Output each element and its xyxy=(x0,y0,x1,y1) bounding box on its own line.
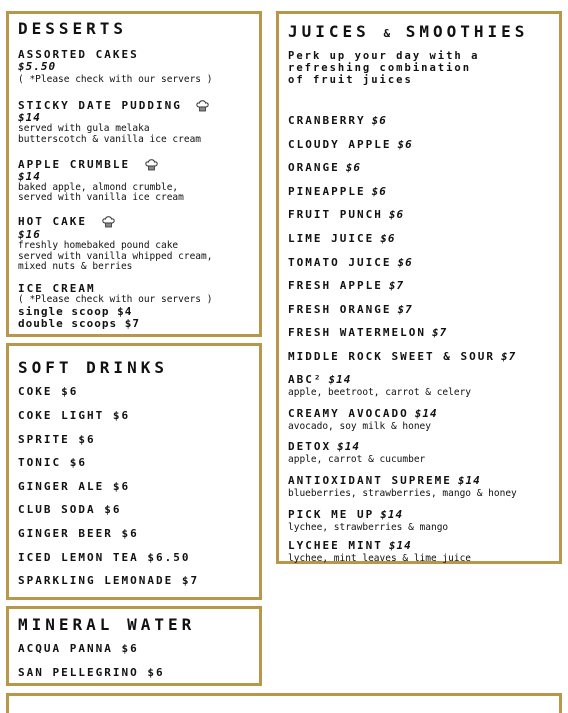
juice-item xyxy=(288,133,413,152)
desserts-title: DESSERTS xyxy=(18,19,128,38)
soft-drink-item: COKE LIGHT $6 xyxy=(18,409,131,422)
juice-price: $7 xyxy=(431,326,448,339)
juice-name: LIME JUICE xyxy=(288,232,375,245)
juice-price: $6 xyxy=(345,161,361,174)
hot-cake-desc-3: mixed nuts & berries xyxy=(18,261,133,272)
juice-item xyxy=(288,156,361,175)
smoothie-desc: blueberries, strawberries, mango & honey xyxy=(288,488,517,499)
soft-drink-item: GINGER BEER $6 xyxy=(18,527,139,540)
sticky-date-pudding-desc-1: served with gula melaka xyxy=(18,123,150,134)
smoothie-desc: lychee, strawberries & mango xyxy=(288,522,449,533)
smoothie-name: ABC² xyxy=(288,373,323,386)
smoothie-name: LYCHEE MINT xyxy=(288,539,383,552)
soft-drink-item: ICED LEMON TEA $6.50 xyxy=(18,551,191,564)
smoothie-price: $14 xyxy=(457,474,481,487)
hot-cake-name xyxy=(18,215,115,228)
ice-cream-single: single scoop $4 xyxy=(18,305,133,318)
apple-crumble-price: $14 xyxy=(18,170,41,183)
juice-name: CRANBERRY xyxy=(288,114,366,127)
juices-intro-3: of fruit juices xyxy=(288,74,413,86)
juice-item xyxy=(288,203,404,222)
chef-hat-icon xyxy=(196,100,209,112)
juice-name: FRESH APPLE xyxy=(288,279,383,292)
juice-name: FRESH WATERMELON xyxy=(288,326,426,339)
desserts-panel xyxy=(6,11,262,337)
juice-price: $6 xyxy=(371,114,387,127)
smoothie-price: $14 xyxy=(328,373,352,386)
juices-intro-1: Perk up your day with a xyxy=(288,50,480,62)
juice-price: $6 xyxy=(397,256,413,269)
juice-price: $6 xyxy=(371,185,387,198)
bottom-panel xyxy=(6,693,562,713)
smoothie-item xyxy=(288,435,425,465)
juice-item xyxy=(288,180,387,199)
juices-title-amp: & xyxy=(383,27,393,40)
hot-cake-label: HOT CAKE xyxy=(18,215,87,228)
smoothie-item xyxy=(288,534,471,564)
smoothie-price: $14 xyxy=(388,539,412,552)
juices-title-b: SMOOTHIES xyxy=(405,22,529,41)
juice-price: $7 xyxy=(397,303,413,316)
juice-item xyxy=(288,298,413,317)
juice-item xyxy=(288,274,404,293)
juice-name: TOMATO JUICE xyxy=(288,256,392,269)
sticky-date-pudding-label: STICKY DATE PUDDING xyxy=(18,99,182,112)
smoothie-desc: lychee, mint leaves & lime juice xyxy=(288,553,472,564)
juices-title-a: JUICES xyxy=(288,22,370,41)
soft-drink-item: GINGER ALE $6 xyxy=(18,480,131,493)
soft-drink-item: SPRITE $6 xyxy=(18,433,96,446)
smoothie-price: $14 xyxy=(337,440,360,453)
chef-hat-icon xyxy=(102,216,115,228)
juice-price: $6 xyxy=(380,232,396,245)
sticky-date-pudding-desc-2: butterscotch & vanilla ice cream xyxy=(18,134,202,145)
soft-drink-item: COKE $6 xyxy=(18,385,79,398)
juices-smoothies-panel xyxy=(276,11,562,564)
juice-item xyxy=(288,109,387,128)
juice-name: PINEAPPLE xyxy=(288,185,366,198)
juice-item xyxy=(288,345,516,364)
ice-cream-double: double scoops $7 xyxy=(18,317,140,330)
smoothie-name: PICK ME UP xyxy=(288,508,375,521)
juice-name: FRESH ORANGE xyxy=(288,303,392,316)
sticky-date-pudding-price: $14 xyxy=(18,111,41,124)
mineral-water-panel xyxy=(6,606,262,686)
smoothie-name: DETOX xyxy=(288,440,332,453)
smoothie-item xyxy=(288,503,448,533)
soft-drink-item: TONIC $6 xyxy=(18,456,87,469)
smoothie-desc: avocado, soy milk & honey xyxy=(288,421,431,432)
smoothie-item xyxy=(288,402,438,432)
apple-crumble-label: APPLE CRUMBLE xyxy=(18,158,131,171)
ice-cream-name: ICE CREAM xyxy=(18,282,96,295)
juice-name: FRUIT PUNCH xyxy=(288,208,383,221)
mineral-water-item: SAN PELLEGRINO $6 xyxy=(18,666,165,679)
smoothie-name: CREAMY AVOCADO xyxy=(288,407,409,420)
juice-price: $6 xyxy=(397,138,413,151)
smoothie-price: $14 xyxy=(414,407,438,420)
smoothie-name: ANTIOXIDANT SUPREME xyxy=(288,474,452,487)
juice-name: ORANGE xyxy=(288,161,340,174)
soft-drink-item: SPARKLING LEMONADE $7 xyxy=(18,574,200,587)
soft-drink-item: CLUB SODA $6 xyxy=(18,503,122,516)
sticky-date-pudding-name xyxy=(18,99,209,112)
juice-item xyxy=(288,251,413,270)
hot-cake-desc-2: served with vanilla whipped cream, xyxy=(18,251,213,262)
assorted-cakes-note: ( *Please check with our servers ) xyxy=(18,74,213,85)
juice-price: $7 xyxy=(388,279,405,292)
juice-name: CLOUDY APPLE xyxy=(288,138,392,151)
juices-intro-2: refreshing combination xyxy=(288,62,472,74)
ice-cream-note: ( *Please check with our servers ) xyxy=(18,294,213,305)
apple-crumble-desc-1: baked apple, almond crumble, xyxy=(18,182,179,193)
smoothie-item xyxy=(288,368,471,398)
juice-price: $7 xyxy=(500,350,517,363)
hot-cake-price: $16 xyxy=(18,228,41,241)
mineral-water-title: MINERAL WATER xyxy=(18,615,196,634)
smoothie-item xyxy=(288,469,517,499)
hot-cake-desc-1: freshly homebaked pound cake xyxy=(18,240,179,251)
juice-name: MIDDLE ROCK SWEET & SOUR xyxy=(288,350,495,363)
soft-drinks-panel xyxy=(6,343,262,600)
mineral-water-item: ACQUA PANNA $6 xyxy=(18,642,139,655)
smoothie-desc: apple, beetroot, carrot & celery xyxy=(288,387,472,398)
smoothie-desc: apple, carrot & cucumber xyxy=(288,454,426,465)
soft-drinks-title: SOFT DRINKS xyxy=(18,358,168,377)
juice-price: $6 xyxy=(388,208,405,221)
smoothie-price: $14 xyxy=(380,508,404,521)
juice-item xyxy=(288,227,395,246)
juices-title xyxy=(288,22,528,41)
assorted-cakes-name: ASSORTED CAKES xyxy=(18,48,139,61)
juice-item xyxy=(288,321,447,340)
chef-hat-icon xyxy=(145,159,158,171)
assorted-cakes-price: $5.50 xyxy=(18,60,57,73)
apple-crumble-desc-2: served with vanilla ice cream xyxy=(18,192,184,203)
